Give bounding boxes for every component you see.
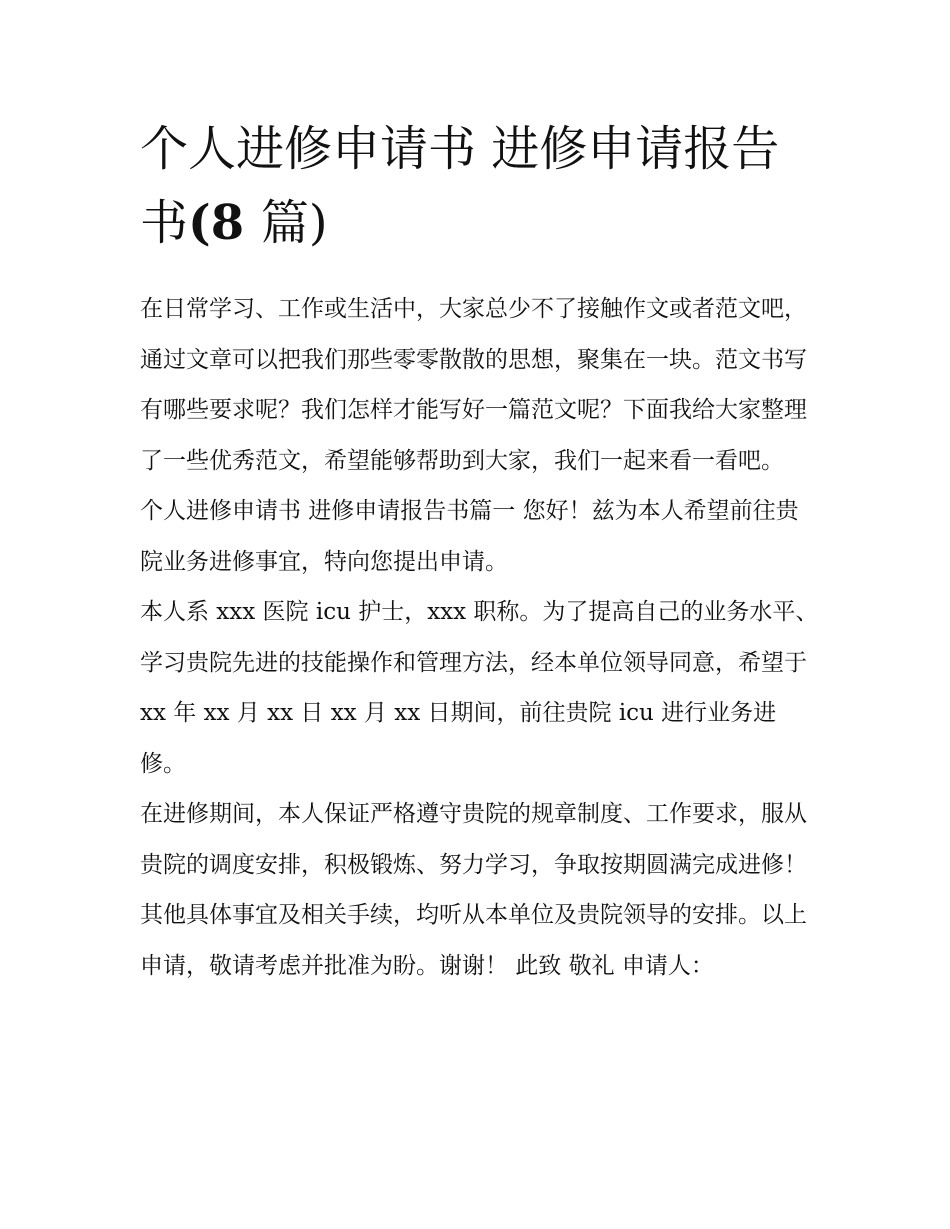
paragraph-commitment: 在进修期间，本人保证严格遵守贵院的规章制度、工作要求，服从贵院的调度安排，积极锻炼、努力学习，争取按期圆满完成进修！ <box>140 801 807 878</box>
title-line-1: 个人进修申请书 进修申请报告 <box>140 121 780 177</box>
document-title <box>140 112 820 260</box>
paragraph-closing: 其他具体事宜及相关手续，均听从本单位及贵院领导的安排。以上申请，敬请考虑并批准为盼。谢谢！ 此致 敬礼 申请人： <box>140 902 807 979</box>
paragraph-greeting: 个人进修申请书 进修申请报告书篇一 您好！兹为本人希望前往贵院业务进修事宜，特向您提出申请。 <box>140 498 799 575</box>
title-line-2-number: (8 <box>188 195 261 251</box>
paragraph-background: 本人系 xxx 医院 icu 护士，xxx 职称。为了提高自己的业务水平、学习贵院先进的技能操作和管理方法，经本单位领导同意，希望于 xx 年 xx 月 xx 日 xx 月 xx 日期间，前往贵院 icu 进行业务进修。 <box>140 599 819 777</box>
paragraph-intro: 在日常学习、工作或生活中，大家总少不了接触作文或者范文吧，通过文章可以把我们那些零零散散的思想，聚集在一块。范文书写有哪些要求呢？我们怎样才能写好一篇范文呢？下面我给大家整理了一些优秀范文，希望能够帮助到大家，我们一起来看一看吧。 <box>140 296 807 474</box>
title-line-2-prefix: 书 <box>140 195 189 251</box>
title-line-2-suffix: 篇) <box>260 195 328 251</box>
document-body <box>140 112 820 991</box>
